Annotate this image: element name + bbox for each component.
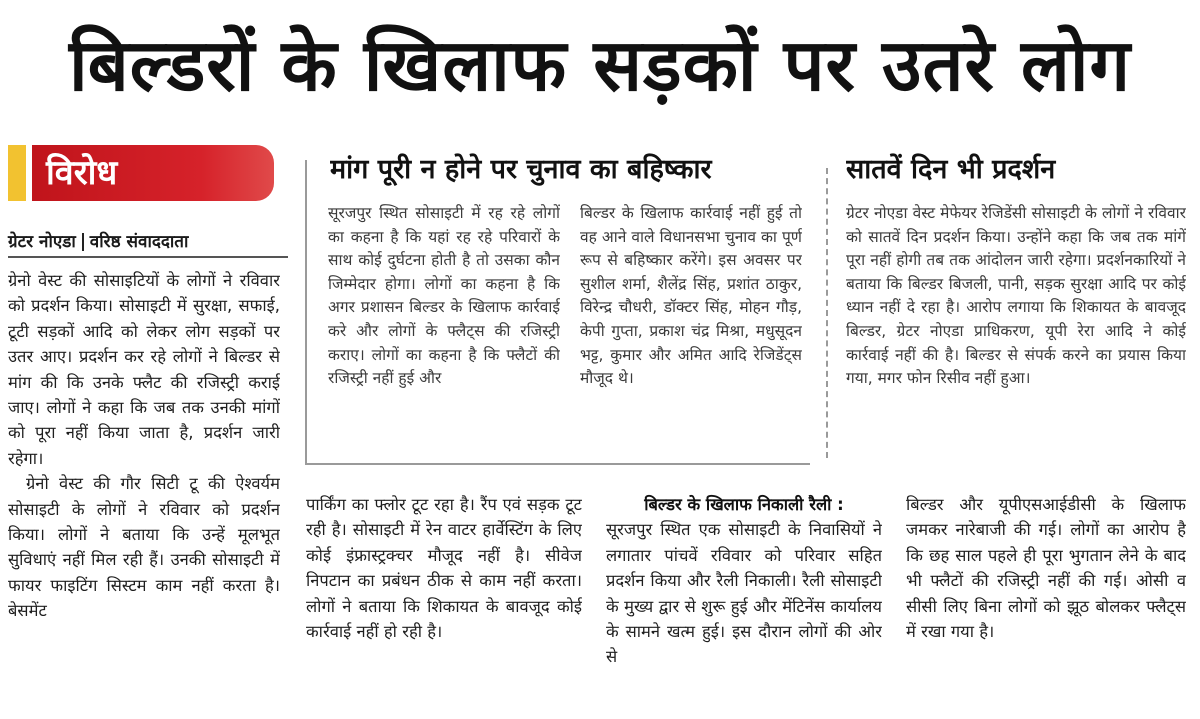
box-right-title: सातवें दिन भी प्रदर्शन <box>846 154 1056 185</box>
box-divider <box>826 168 828 458</box>
left-column <box>8 268 280 708</box>
byline <box>8 226 288 258</box>
box-left-col-1: सूरजपुर स्थित सोसाइटी में रह रहे लोगों का कहना है कि यहां रह रहे परिवारों के साथ कोई दुर्घटना होती है तो उसका कौन जिम्मेदार होगा। लोगों का कहना है कि अगर प्रशासन बिल्डर के खिलाफ कार्रवाई करे और लोगों के फ्लैट्स की रजिस्ट्री कराए। लोगों का कहना है कि फ्लैटों की रजिस्ट्री नहीं हुई और <box>328 204 560 388</box>
bottom-col-3 <box>606 492 882 708</box>
bottom-col-2: पार्किंग का फ्लोर टूट रहा है। रैंप एवं सड़क टूट रही है। सोसाइटी में रेन वाटर हार्वेस्टिंग के लिए कोई इंफ्रास्ट्रक्चर मौजूद नहीं है। सीवेज निपटान का प्रबंधन ठीक से काम नहीं करता। लोगों ने बताया कि शिकायत के बावजूद कोई कार्रवाई नहीं हो रही है। <box>306 495 582 642</box>
left-column-para-1: ग्रेनो वेस्ट की सोसाइटियों के लोगों ने रविवार को प्रदर्शन किया। सोसाइटी में सुरक्षा, सफाई, टूटी सड़कों आदि को लेकर लोग सड़कों पर उतर आए। प्रदर्शन कर रहे लोगों ने बिल्डर से मांग की कि उनके फ्लैट की रजिस्ट्री कराई जाए। लोगों ने कहा कि जब तक उनकी मांगों को पूरा नहीं किया जाता है, प्रदर्शन जारी रहेगा। <box>8 271 280 468</box>
box-left-title: मांग पूरी न होने पर चुनाव का बहिष्कार <box>330 154 712 185</box>
byline-author: वरिष्ठ संवाददाता <box>89 232 189 252</box>
byline-location: ग्रेटर नोएडा <box>8 232 76 252</box>
section-tag <box>8 145 274 201</box>
box-left-col-2: बिल्डर के खिलाफ कार्रवाई नहीं हुई तो वह आने वाले विधानसभा चुनाव का पूर्ण रूप से बहिष्कार करेंगे। इस अवसर पर सुशील शर्मा, शैलेंद्र सिंह, प्रशांत ठाकुर, विरेन्द्र चौधरी, डॉक्टर सिंह, मोहन गौड़, केपी गुप्ता, प्रकाश चंद्र मिश्रा, मधुसूदन भट्ट, कुमार और अमित आदि रेजिडेंट्स मौजूद थे। <box>580 204 802 388</box>
box-right-text: ग्रेटर नोएडा वेस्ट मेफेयर रेजिडेंसी सोसाइटी के लोगों ने रविवार को सातवें दिन प्रदर्शन किया। उन्होंने कहा कि जब तक मांगें पूरा नहीं होगी तब तक आंदोलन जारी रहेगा। प्रदर्शनकारियों ने बताया कि बिल्डर बिजली, पानी, सड़क सुरक्षा आदि पर कोई ध्यान नहीं दे रहा है। आरोप लगाया कि शिकायत के बावजूद बिल्डर, ग्रेटर नोएडा प्राधिकरण, यूपी रेरा आदि ने कोई कार्रवाई नहीं की है। बिल्डर से संपर्क करने का प्रयास किया गया, मगर फोन रिसीव नहीं हुआ। <box>846 204 1186 388</box>
left-column-para-2: ग्रेनो वेस्ट की गौर सिटी टू की ऐश्वर्यम सोसाइटी के लोगों ने रविवार को प्रदर्शन किया। लोगों ने बताया कि उन्हें मूलभूत सुविधाएं नहीं मिल रही हैं। उनकी सोसाइटी में फायर फाइटिंग सिस्टम काम नहीं करता है। बेसमेंट <box>8 474 280 621</box>
rally-subhead: बिल्डर के खिलाफ निकाली रैली : <box>644 495 844 514</box>
bottom-col-3-text: सूरजपुर स्थित एक सोसाइटी के निवासियों ने लगातार पांचवें रविवार को परिवार सहित प्रदर्शन किया और रैली निकाली। रैली सोसाइटी के मुख्य द्वार से शुरू हुई और मेंटिनेंस कार्यालय के सामने खत्म हुई। इस दौरान लोगों की ओर से <box>606 520 882 667</box>
tag-accent-bar <box>8 145 26 201</box>
tag-label: विरोध <box>32 145 274 201</box>
bottom-col-4: बिल्डर और यूपीएसआईडीसी के खिलाफ जमकर नारेबाजी की गई। लोगों का आरोप है कि छह साल पहले ही पूरा भुगतान लेने के बाद भी फ्लैटों की रजिस्ट्री नहीं की गई। ओसी व सीसी लिए बिना लोगों को झूठ बोलकर फ्लैट्स में रखा गया है। <box>906 495 1186 642</box>
headline: बिल्डरों के खिलाफ सड़कों पर उतरे लोग <box>68 23 1131 107</box>
byline-separator <box>82 233 84 251</box>
